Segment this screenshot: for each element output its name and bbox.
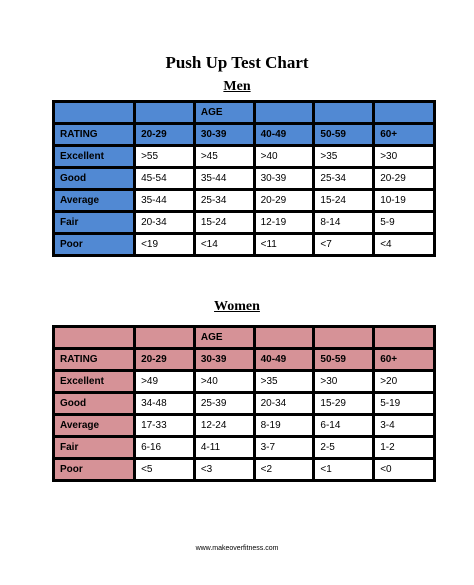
value-cell: 20-29 xyxy=(256,191,313,210)
age-group-header: 40-49 xyxy=(256,125,313,144)
age-group-header: 30-39 xyxy=(196,125,253,144)
value-cell: 15-24 xyxy=(196,213,253,232)
value-cell: 20-34 xyxy=(136,213,193,232)
value-cell: 8-14 xyxy=(315,213,372,232)
value-cell: 5-19 xyxy=(375,394,433,413)
value-cell: 2-5 xyxy=(315,438,372,457)
value-cell: 10-19 xyxy=(375,191,433,210)
value-cell: 25-34 xyxy=(196,191,253,210)
value-cell: 8-19 xyxy=(256,416,313,435)
value-cell: <4 xyxy=(375,235,433,254)
table-row xyxy=(55,213,433,232)
value-cell: 12-19 xyxy=(256,213,313,232)
value-cell: >55 xyxy=(136,147,193,166)
value-cell: <19 xyxy=(136,235,193,254)
table-row xyxy=(55,191,433,210)
table-row xyxy=(55,394,433,413)
table-row xyxy=(55,372,433,391)
value-cell: 25-39 xyxy=(196,394,253,413)
header-row xyxy=(55,125,433,144)
value-cell: >45 xyxy=(196,147,253,166)
rating-label: RATING xyxy=(55,350,133,369)
value-cell: 3-4 xyxy=(375,416,433,435)
blank-header-cell xyxy=(256,328,313,347)
women-heading: Women xyxy=(214,299,260,314)
value-cell: 34-48 xyxy=(136,394,193,413)
value-cell: 35-44 xyxy=(196,169,253,188)
value-cell: 15-29 xyxy=(315,394,372,413)
value-cell: >35 xyxy=(315,147,372,166)
blank-header-cell xyxy=(315,328,372,347)
value-cell: 20-29 xyxy=(375,169,433,188)
value-cell: >40 xyxy=(196,372,253,391)
rating-cell: Good xyxy=(55,394,133,413)
age-group-header: 20-29 xyxy=(136,350,193,369)
blank-header-cell xyxy=(375,103,433,122)
age-group-header: 50-59 xyxy=(315,350,372,369)
age-group-header: 40-49 xyxy=(256,350,313,369)
value-cell: 17-33 xyxy=(136,416,193,435)
value-cell: <3 xyxy=(196,460,253,479)
table-row xyxy=(55,460,433,479)
corner-cell xyxy=(55,103,133,122)
value-cell: 20-34 xyxy=(256,394,313,413)
age-label: AGE xyxy=(196,103,253,122)
rating-cell: Fair xyxy=(55,438,133,457)
table-row xyxy=(55,235,433,254)
value-cell: >30 xyxy=(375,147,433,166)
blank-header-cell xyxy=(256,103,313,122)
value-cell: >40 xyxy=(256,147,313,166)
age-group-header: 60+ xyxy=(375,125,433,144)
value-cell: 12-24 xyxy=(196,416,253,435)
value-cell: >30 xyxy=(315,372,372,391)
rating-cell: Excellent xyxy=(55,147,133,166)
table-row xyxy=(55,147,433,166)
value-cell: <2 xyxy=(256,460,313,479)
age-row xyxy=(55,103,433,122)
value-cell: 35-44 xyxy=(136,191,193,210)
header-row xyxy=(55,350,433,369)
age-label: AGE xyxy=(196,328,253,347)
value-cell: >35 xyxy=(256,372,313,391)
age-group-header: 30-39 xyxy=(196,350,253,369)
value-cell: <7 xyxy=(315,235,372,254)
value-cell: <0 xyxy=(375,460,433,479)
blank-header-cell xyxy=(375,328,433,347)
value-cell: 45-54 xyxy=(136,169,193,188)
blank-header-cell xyxy=(136,328,193,347)
rating-cell: Average xyxy=(55,416,133,435)
footer-url[interactable]: www.makeoverfitness.com xyxy=(195,545,279,552)
table-row xyxy=(55,438,433,457)
value-cell: <5 xyxy=(136,460,193,479)
age-group-header: 60+ xyxy=(375,350,433,369)
blank-header-cell xyxy=(315,103,372,122)
value-cell: <1 xyxy=(315,460,372,479)
table-row xyxy=(55,169,433,188)
value-cell: 5-9 xyxy=(375,213,433,232)
age-group-header: 50-59 xyxy=(315,125,372,144)
value-cell: 4-11 xyxy=(196,438,253,457)
table-row xyxy=(55,416,433,435)
value-cell: 15-24 xyxy=(315,191,372,210)
age-group-header: 20-29 xyxy=(136,125,193,144)
page-title: Push Up Test Chart xyxy=(165,53,309,72)
blank-header-cell xyxy=(136,103,193,122)
value-cell: 3-7 xyxy=(256,438,313,457)
value-cell: 6-14 xyxy=(315,416,372,435)
value-cell: <14 xyxy=(196,235,253,254)
value-cell: 25-34 xyxy=(315,169,372,188)
rating-label: RATING xyxy=(55,125,133,144)
rating-cell: Average xyxy=(55,191,133,210)
value-cell: >20 xyxy=(375,372,433,391)
rating-cell: Fair xyxy=(55,213,133,232)
men-heading: Men xyxy=(223,79,251,94)
men-table xyxy=(52,100,436,257)
value-cell: 6-16 xyxy=(136,438,193,457)
rating-cell: Poor xyxy=(55,460,133,479)
rating-cell: Poor xyxy=(55,235,133,254)
value-cell: 1-2 xyxy=(375,438,433,457)
age-row xyxy=(55,328,433,347)
value-cell: 30-39 xyxy=(256,169,313,188)
rating-cell: Good xyxy=(55,169,133,188)
corner-cell xyxy=(55,328,133,347)
rating-cell: Excellent xyxy=(55,372,133,391)
value-cell: <11 xyxy=(256,235,313,254)
value-cell: >49 xyxy=(136,372,193,391)
women-table xyxy=(52,325,436,482)
